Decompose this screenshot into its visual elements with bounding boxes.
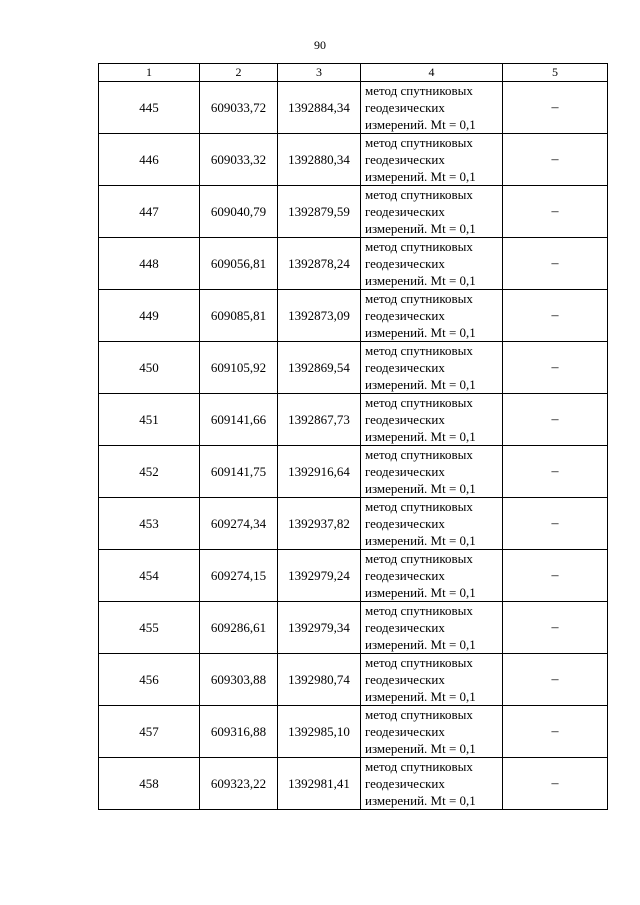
- point-number-cell: 446: [99, 134, 200, 186]
- method-line: измерений. Mt = 0,1: [365, 117, 476, 132]
- method-cell: [361, 394, 503, 446]
- method-line: геодезических: [365, 776, 445, 791]
- note-cell: –: [503, 602, 608, 654]
- y-coordinate-cell: 1392981,41: [278, 758, 361, 810]
- method-line: измерений. Mt = 0,1: [365, 169, 476, 184]
- y-coordinate-cell: 1392867,73: [278, 394, 361, 446]
- method-line: геодезических: [365, 568, 445, 583]
- method-line: геодезических: [365, 516, 445, 531]
- method-line: измерений. Mt = 0,1: [365, 377, 476, 392]
- page-number: 90: [314, 38, 326, 52]
- method-line: измерений. Mt = 0,1: [365, 325, 476, 340]
- method-line: геодезических: [365, 308, 445, 323]
- x-coordinate-cell: 609056,81: [200, 238, 278, 290]
- x-coordinate-cell: 609316,88: [200, 706, 278, 758]
- note-cell: –: [503, 550, 608, 602]
- method-line: геодезических: [365, 724, 445, 739]
- note-cell: –: [503, 394, 608, 446]
- note-cell: –: [503, 342, 608, 394]
- method-cell: [361, 550, 503, 602]
- method-line: геодезических: [365, 620, 445, 635]
- method-cell: [361, 186, 503, 238]
- table-row: [99, 498, 608, 550]
- method-line: метод спутниковых: [365, 447, 473, 462]
- header-col-2: 2: [200, 64, 278, 82]
- header-col-1: 1: [99, 64, 200, 82]
- method-line: метод спутниковых: [365, 759, 473, 774]
- table-row: [99, 758, 608, 810]
- table-row: [99, 550, 608, 602]
- table-body: [99, 82, 608, 810]
- note-cell: –: [503, 654, 608, 706]
- y-coordinate-cell: 1392979,34: [278, 602, 361, 654]
- note-cell: –: [503, 186, 608, 238]
- table-row: [99, 342, 608, 394]
- method-line: геодезических: [365, 256, 445, 271]
- method-line: метод спутниковых: [365, 291, 473, 306]
- point-number-cell: 451: [99, 394, 200, 446]
- method-cell: [361, 134, 503, 186]
- method-line: метод спутниковых: [365, 343, 473, 358]
- y-coordinate-cell: 1392873,09: [278, 290, 361, 342]
- note-cell: –: [503, 706, 608, 758]
- y-coordinate-cell: 1392937,82: [278, 498, 361, 550]
- y-coordinate-cell: 1392985,10: [278, 706, 361, 758]
- header-col-3: 3: [278, 64, 361, 82]
- method-line: геодезических: [365, 672, 445, 687]
- method-cell: [361, 446, 503, 498]
- x-coordinate-cell: 609323,22: [200, 758, 278, 810]
- method-line: метод спутниковых: [365, 187, 473, 202]
- point-number-cell: 450: [99, 342, 200, 394]
- y-coordinate-cell: 1392916,64: [278, 446, 361, 498]
- method-line: измерений. Mt = 0,1: [365, 741, 476, 756]
- table-row: [99, 186, 608, 238]
- table-header: [99, 64, 608, 82]
- y-coordinate-cell: 1392878,24: [278, 238, 361, 290]
- method-line: измерений. Mt = 0,1: [365, 585, 476, 600]
- method-cell: [361, 654, 503, 706]
- method-line: измерений. Mt = 0,1: [365, 637, 476, 652]
- point-number-cell: 445: [99, 82, 200, 134]
- y-coordinate-cell: 1392869,54: [278, 342, 361, 394]
- table-row: [99, 446, 608, 498]
- method-line: метод спутниковых: [365, 551, 473, 566]
- method-line: геодезических: [365, 464, 445, 479]
- x-coordinate-cell: 609033,72: [200, 82, 278, 134]
- x-coordinate-cell: 609141,75: [200, 446, 278, 498]
- table-row: [99, 394, 608, 446]
- method-cell: [361, 238, 503, 290]
- point-number-cell: 458: [99, 758, 200, 810]
- x-coordinate-cell: 609274,34: [200, 498, 278, 550]
- method-line: метод спутниковых: [365, 603, 473, 618]
- method-line: метод спутниковых: [365, 707, 473, 722]
- point-number-cell: 452: [99, 446, 200, 498]
- coordinates-table: [98, 63, 608, 810]
- point-number-cell: 454: [99, 550, 200, 602]
- header-col-5: 5: [503, 64, 608, 82]
- table-row: [99, 290, 608, 342]
- y-coordinate-cell: 1392980,74: [278, 654, 361, 706]
- x-coordinate-cell: 609141,66: [200, 394, 278, 446]
- table-row: [99, 654, 608, 706]
- header-col-4: 4: [361, 64, 503, 82]
- y-coordinate-cell: 1392880,34: [278, 134, 361, 186]
- point-number-cell: 455: [99, 602, 200, 654]
- note-cell: –: [503, 446, 608, 498]
- method-line: измерений. Mt = 0,1: [365, 221, 476, 236]
- note-cell: –: [503, 290, 608, 342]
- table-row: [99, 134, 608, 186]
- note-cell: –: [503, 82, 608, 134]
- method-cell: [361, 706, 503, 758]
- note-cell: –: [503, 758, 608, 810]
- x-coordinate-cell: 609033,32: [200, 134, 278, 186]
- method-line: измерений. Mt = 0,1: [365, 533, 476, 548]
- method-cell: [361, 498, 503, 550]
- method-line: метод спутниковых: [365, 135, 473, 150]
- x-coordinate-cell: 609286,61: [200, 602, 278, 654]
- method-line: геодезических: [365, 412, 445, 427]
- table-row: [99, 238, 608, 290]
- y-coordinate-cell: 1392979,24: [278, 550, 361, 602]
- x-coordinate-cell: 609303,88: [200, 654, 278, 706]
- method-line: геодезических: [365, 360, 445, 375]
- method-line: геодезических: [365, 100, 445, 115]
- header-row: [99, 64, 608, 82]
- method-cell: [361, 342, 503, 394]
- method-cell: [361, 758, 503, 810]
- method-cell: [361, 290, 503, 342]
- method-line: метод спутниковых: [365, 655, 473, 670]
- method-line: метод спутниковых: [365, 83, 473, 98]
- method-line: метод спутниковых: [365, 499, 473, 514]
- table-row: [99, 82, 608, 134]
- point-number-cell: 457: [99, 706, 200, 758]
- x-coordinate-cell: 609274,15: [200, 550, 278, 602]
- method-line: измерений. Mt = 0,1: [365, 689, 476, 704]
- point-number-cell: 449: [99, 290, 200, 342]
- method-cell: [361, 82, 503, 134]
- method-cell: [361, 602, 503, 654]
- method-line: метод спутниковых: [365, 239, 473, 254]
- point-number-cell: 453: [99, 498, 200, 550]
- y-coordinate-cell: 1392884,34: [278, 82, 361, 134]
- point-number-cell: 456: [99, 654, 200, 706]
- method-line: измерений. Mt = 0,1: [365, 429, 476, 444]
- point-number-cell: 448: [99, 238, 200, 290]
- method-line: измерений. Mt = 0,1: [365, 273, 476, 288]
- x-coordinate-cell: 609105,92: [200, 342, 278, 394]
- note-cell: –: [503, 238, 608, 290]
- method-line: измерений. Mt = 0,1: [365, 481, 476, 496]
- point-number-cell: 447: [99, 186, 200, 238]
- table-row: [99, 602, 608, 654]
- table-row: [99, 706, 608, 758]
- method-line: измерений. Mt = 0,1: [365, 793, 476, 808]
- method-line: геодезических: [365, 152, 445, 167]
- note-cell: –: [503, 134, 608, 186]
- note-cell: –: [503, 498, 608, 550]
- x-coordinate-cell: 609085,81: [200, 290, 278, 342]
- x-coordinate-cell: 609040,79: [200, 186, 278, 238]
- method-line: геодезических: [365, 204, 445, 219]
- method-line: метод спутниковых: [365, 395, 473, 410]
- y-coordinate-cell: 1392879,59: [278, 186, 361, 238]
